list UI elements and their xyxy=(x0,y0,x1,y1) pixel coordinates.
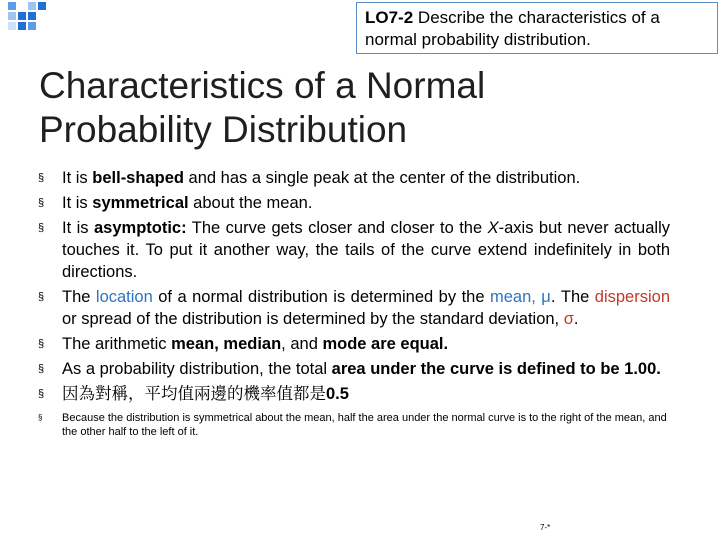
bullet-bold: asymptotic: xyxy=(94,219,187,237)
lo-text: Describe the characteristics of a normal probability distribution. xyxy=(365,8,660,49)
bullet-bold: area under the curve is defined to be 1.00. xyxy=(331,360,661,378)
bullet-list xyxy=(38,167,670,442)
bullet-symmetrical xyxy=(38,192,670,214)
bullet-bold: mean, median xyxy=(171,335,282,353)
sigma-term: σ xyxy=(563,310,574,328)
bullet-asymptotic xyxy=(38,217,670,283)
bullet-bold: mode are equal. xyxy=(322,335,449,353)
bullet-text: -axis but never actually touches it. To put it another way, the tails of the curve extend indefinitely in both directions. xyxy=(62,219,670,281)
slide-title: Characteristics of a Normal Probability Distribution xyxy=(39,65,486,150)
bullet-marker: § xyxy=(38,222,45,234)
bullet-marker: § xyxy=(38,291,45,303)
checkmark-logo-icon xyxy=(8,2,52,38)
bullet-text: The arithmetic xyxy=(62,335,172,353)
bullet-text: It is xyxy=(62,219,94,237)
bullet-text: or spread of the distribution is determined by the standard deviation, xyxy=(62,310,564,328)
bullet-marker: § xyxy=(38,172,45,184)
bullet-text: As a probability distribution, the total xyxy=(62,360,332,378)
bullet-text: It is xyxy=(62,194,93,212)
bullet-text: The curve gets closer and closer to the xyxy=(186,219,488,237)
bullet-italic: X xyxy=(487,219,499,237)
bullet-bell-shaped xyxy=(38,167,670,189)
page-number: 7-* xyxy=(540,523,551,532)
bullet-half-area xyxy=(38,411,670,439)
mean-term: mean, μ xyxy=(489,288,551,306)
bullet-location-dispersion xyxy=(38,286,670,330)
bullet-text: Because the distribution is symmetrical about the mean, half the area under the normal curve is to the right of the mean, and the other half to the left of it. xyxy=(62,412,667,438)
bullet-mean-median-mode xyxy=(38,333,670,355)
bullet-text: about the mean. xyxy=(188,194,313,212)
bullet-marker: § xyxy=(38,388,45,400)
dispersion-term: dispersion xyxy=(594,288,670,306)
bullet-bold: 0.5 xyxy=(326,385,349,403)
bullet-chinese-note xyxy=(38,383,670,405)
bullet-bold: bell-shaped xyxy=(92,169,184,187)
bullet-text: . xyxy=(573,310,579,328)
bullet-text: 因為對稱，平均值兩邊的機率值都是 xyxy=(62,385,326,403)
bullet-bold: symmetrical xyxy=(92,194,189,212)
bullet-text: The xyxy=(62,288,96,306)
bullet-marker: § xyxy=(38,338,45,350)
bullet-marker: § xyxy=(38,363,45,375)
bullet-area-under-curve xyxy=(38,358,670,380)
bullet-text: . The xyxy=(550,288,595,306)
bullet-marker: § xyxy=(38,197,45,209)
bullet-marker: § xyxy=(38,413,43,422)
location-term: location xyxy=(95,288,153,306)
bullet-text: It is xyxy=(62,169,93,187)
bullet-text: , and xyxy=(281,335,323,353)
learning-objective-box xyxy=(356,2,718,54)
bullet-text: of a normal distribution is determined by the xyxy=(152,288,490,306)
bullet-text: and has a single peak at the center of the distribution. xyxy=(183,169,581,187)
lo-code: LO7-2 xyxy=(365,8,414,27)
